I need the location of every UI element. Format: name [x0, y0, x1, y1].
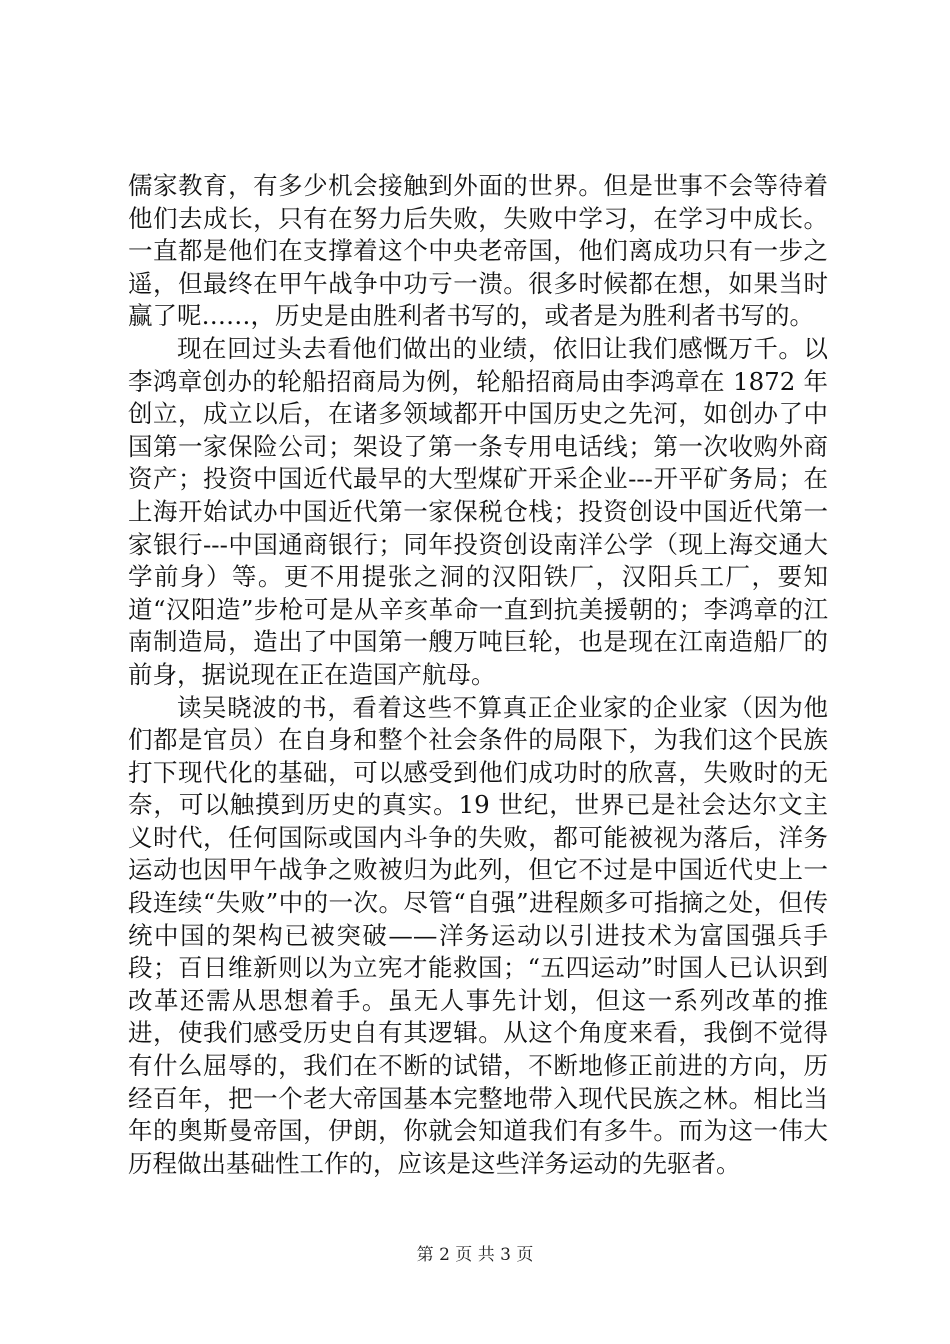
document-body: [128, 170, 828, 1180]
page-footer: [0, 1244, 950, 1266]
page-number-indicator: 第 2 页 共 3 页: [416, 1245, 534, 1265]
paragraph-merchants-company: 现在回过头去看他们做出的业绩，依旧让我们感慨万千。以李鸿章创办的轮船招商局为例，轮船招商局由李鸿章在 1872 年创立，成立以后，在诸多领域都开中国历史之先河，如创办了中国第一家保险公司；架设了第一条专用电话线；第一次收购外商资产；投资中国近代最早的大型煤矿开采企业---开平矿务局；在上海开始试办中国近代第一家保税仓栈；投资创设中国近代第一家银行---中国通商银行；同年投资创设南洋公学（现上海交通大学前身）等。更不用提张之洞的汉阳铁厂，汉阳兵工厂，要知道“汉阳造”步枪可是从辛亥革命一直到抗美援朝的；李鸿章的江南制造局，造出了中国第一艘万吨巨轮，也是现在江南造船厂的前身，据说现在正在造国产航母。: [128, 333, 828, 689]
paragraph-continuation: 儒家教育，有多少机会接触到外面的世界。但是世事不会等待着他们去成长，只有在努力后失败，失败中学习，在学习中成长。一直都是他们在支撑着这个中央老帝国，他们离成功只有一步之遥，但最终在甲午战争中功亏一溃。很多时候都在想，如果当时赢了呢……，历史是由胜利者书写的，或者是为胜利者书写的。: [128, 171, 828, 331]
paragraph-reflection: 读吴晓波的书，看着这些不算真正企业家的企业家（因为他们都是官员）在自身和整个社会条件的局限下，为我们这个民族打下现代化的基础，可以感受到他们成功时的欣喜，失败时的无奈，可以触摸到历史的真实。19 世纪，世界已是社会达尔文主义时代，任何国际或国内斗争的失败，都可能被视为落后，洋务运动也因甲午战争之败被归为此列，但它不过是中国近代史上一段连续“失败”中的一次。尽管“自强”进程颇多可指摘之处，但传统中国的架构已被突破——洋务运动以引进技术为富国强兵手段；百日维新则以为立宪才能救国；“五四运动”时国人已认识到改革还需从思想着手。虽无人事先计划，但这一系列改革的推进，使我们感受历史自有其逻辑。从这个角度来看，我倒不觉得有什么屈辱的，我们在不断的试错，不断地修正前进的方向，历经百年，把一个老大帝国基本完整地带入现代民族之林。相比当年的奥斯曼帝国，伊朗，你就会知道我们有多牛。而为这一伟大历程做出基础性工作的，应该是这些洋务运动的先驱者。: [128, 692, 828, 1178]
